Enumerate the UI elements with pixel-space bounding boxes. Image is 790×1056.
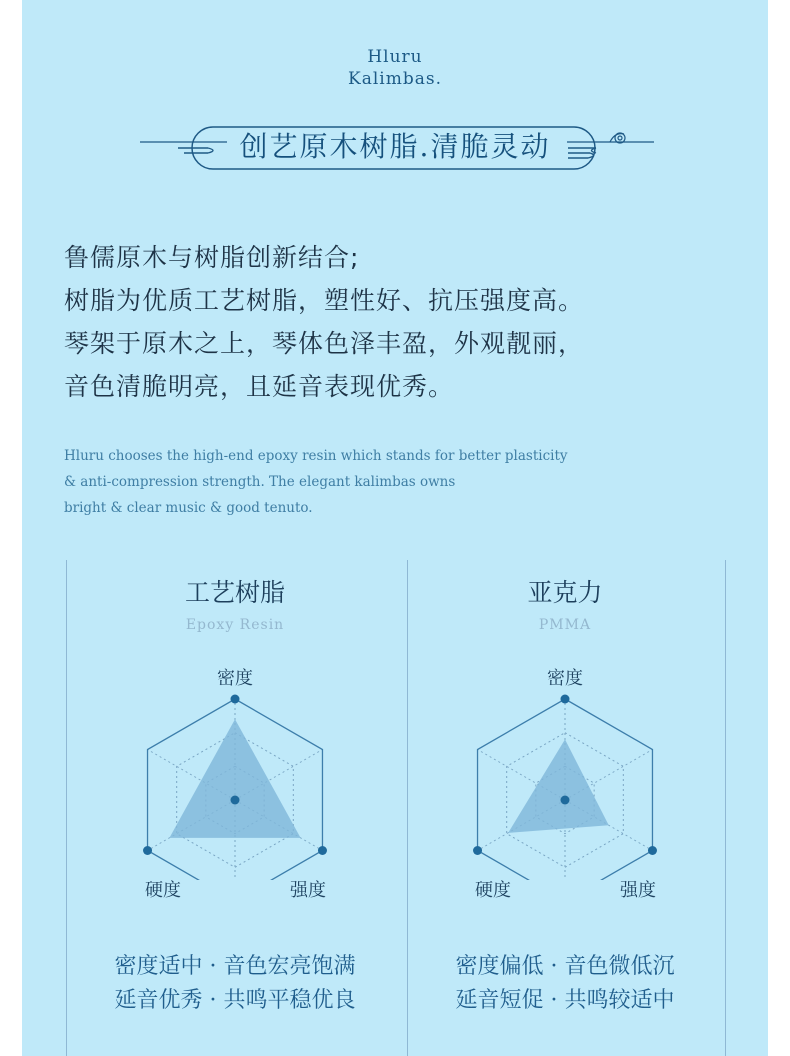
intro-cn-line: 琴架于原木之上，琴体色泽丰盈，外观靓丽，: [64, 329, 585, 358]
radar-data-area: [169, 719, 300, 838]
radar-chart: [110, 660, 360, 880]
axis-label-density: 密度: [547, 668, 583, 689]
axis-label-hardness: 硬度: [145, 880, 181, 901]
column-divider: [66, 560, 67, 1056]
radar-center-dot: [231, 796, 240, 805]
brand-name-line2: Kalimbas.: [348, 69, 442, 89]
material-title: 工艺树脂: [184, 578, 285, 607]
material-subtitle: Epoxy Resin: [185, 617, 285, 633]
intro-cn-line: 音色清脆明亮，且延音表现优秀。: [64, 372, 455, 401]
intro-en-line: & anti-compression strength. The elegant kalimbas owns: [64, 474, 456, 490]
banner-title: 创艺原木树脂.清脆灵动: [239, 130, 551, 163]
radar-axis-dot-strength: [318, 846, 327, 855]
material-desc-line1: 密度适中 · 音色宏亮饱满: [114, 954, 356, 979]
material-desc-line1: 密度偏低 · 音色微低沉: [455, 954, 675, 979]
intro-en-line: bright & clear music & good tenuto.: [64, 500, 313, 516]
radar-axis-dot-density: [561, 695, 570, 704]
intro-cn-line: 鲁儒原木与树脂创新结合;: [64, 243, 360, 272]
radar-axis-dot-hardness: [473, 846, 482, 855]
radar-axis-dot-strength: [648, 846, 657, 855]
intro-en-line: Hluru chooses the high-end epoxy resin which stands for better plasticity: [64, 448, 568, 464]
radar-axis-dot-density: [231, 695, 240, 704]
material-title: 亚克力: [527, 578, 603, 607]
axis-label-hardness: 硬度: [475, 880, 511, 901]
intro-cn-line: 树脂为优质工艺树脂，塑性好、抗压强度高。: [64, 286, 585, 315]
axis-label-strength: 强度: [290, 880, 326, 901]
radar-center-dot: [561, 796, 570, 805]
radar-chart: [440, 660, 690, 880]
material-desc-line2: 延音短促 · 共鸣较适中: [455, 988, 675, 1013]
column-divider: [725, 560, 726, 1056]
radar-data-area: [508, 739, 609, 832]
axis-label-density: 密度: [217, 668, 253, 689]
brand-name-line1: Hluru: [367, 47, 423, 67]
material-desc-line2: 延音优秀 · 共鸣平稳优良: [114, 988, 356, 1013]
material-subtitle: PMMA: [538, 617, 592, 633]
content-panel: [22, 0, 768, 1056]
column-divider: [407, 560, 408, 1056]
axis-label-strength: 强度: [620, 880, 656, 901]
radar-axis-dot-hardness: [143, 846, 152, 855]
